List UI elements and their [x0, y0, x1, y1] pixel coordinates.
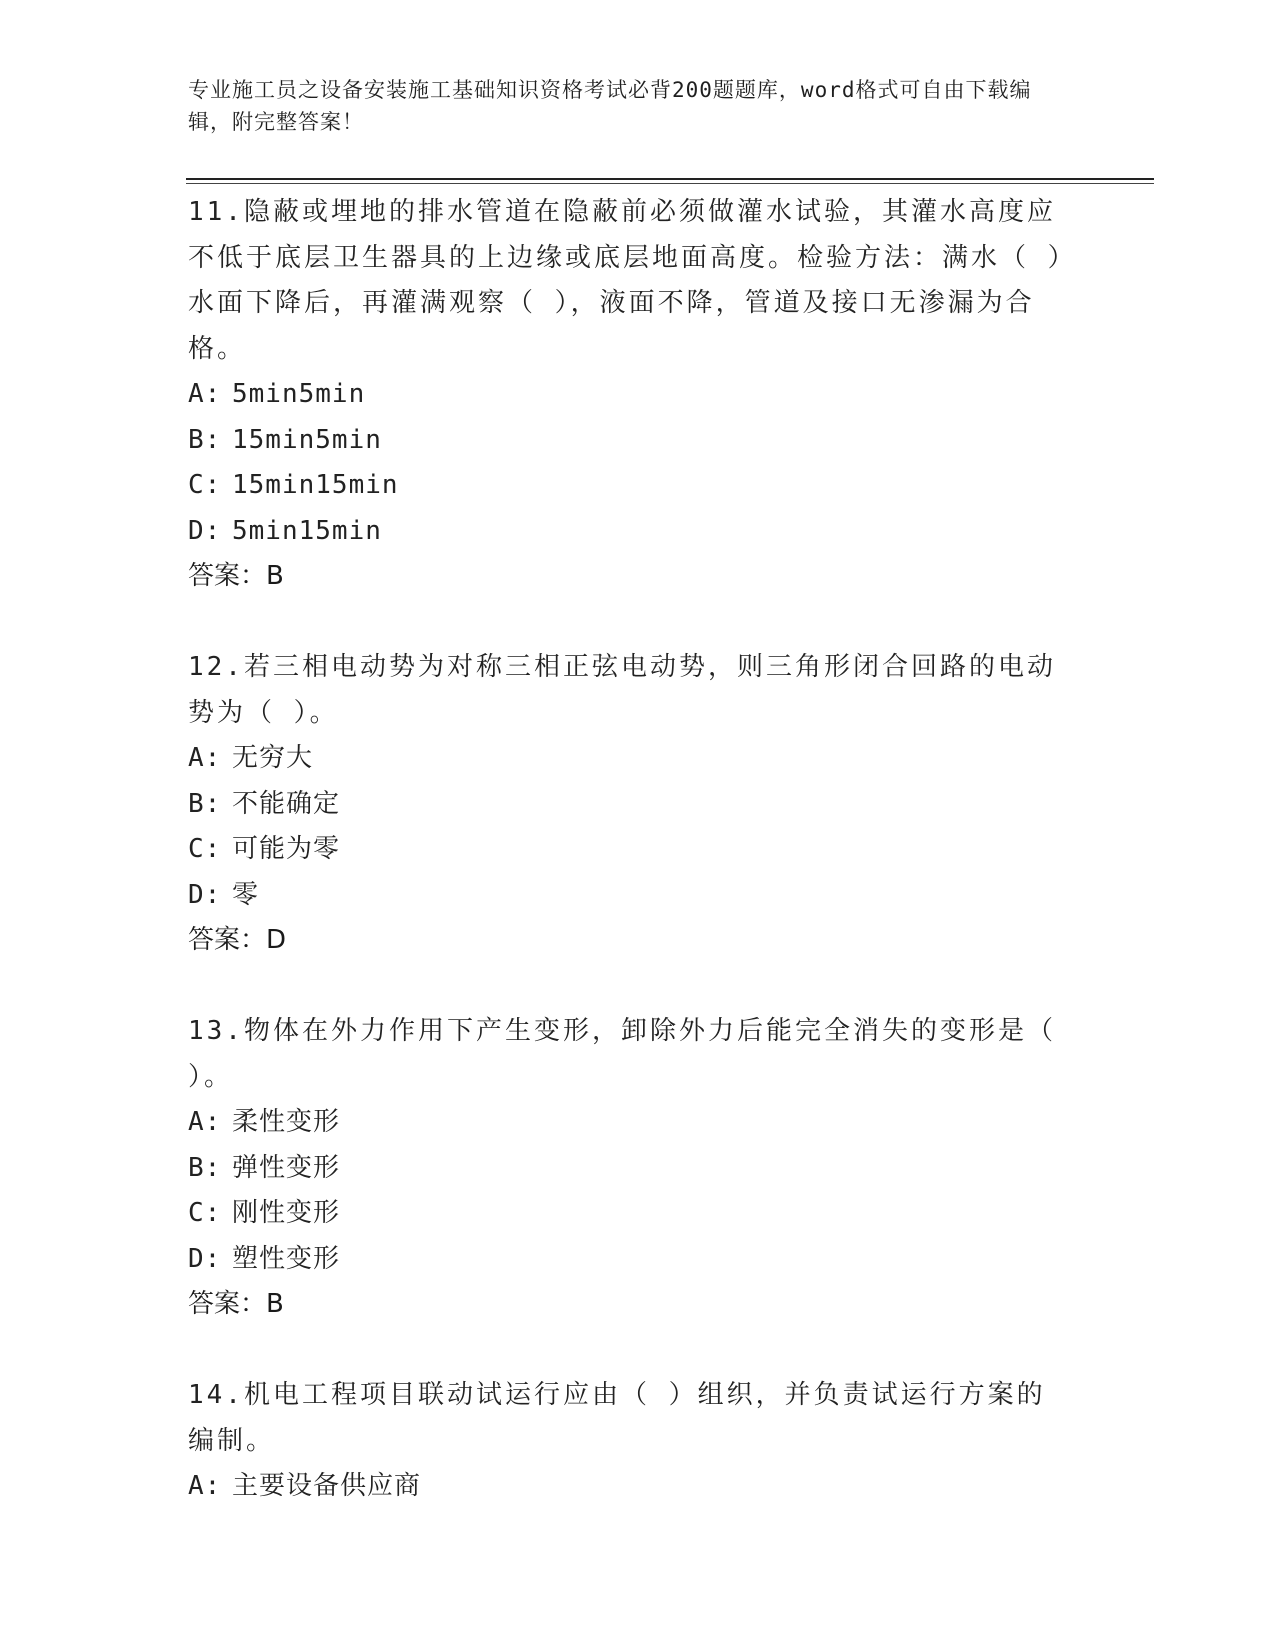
option-text: 零	[232, 879, 260, 910]
answer-line: 答案：B	[188, 1289, 284, 1319]
option-a	[188, 736, 1088, 782]
option-text: 主要设备供应商	[232, 1471, 422, 1501]
option-letter: A:	[188, 1107, 222, 1137]
option-text: 刚性变形	[232, 1198, 341, 1228]
option-text: 可能为零	[232, 834, 341, 864]
option-letter: C:	[188, 470, 222, 500]
question-body: 隐蔽或埋地的排水管道在隐蔽前必须做灌水试验，其灌水高度应不低于底层卫生器具的上边缘或底层地面高度。检验方法：满水（ ）水面下降后，再灌满观察（ ），液面不降，管道及接口无渗漏为合格。	[188, 197, 1064, 364]
question-number: 11.	[188, 197, 244, 227]
option-letter: A:	[188, 1471, 222, 1501]
option-text: 弹性变形	[232, 1152, 341, 1183]
option-d	[188, 509, 1088, 555]
option-d	[188, 873, 1088, 919]
answer-line: 答案：D	[188, 925, 287, 955]
question-spacer	[188, 1328, 1088, 1374]
option-text: 15min15min	[232, 470, 399, 500]
question-text	[188, 1373, 1068, 1464]
option-text: 无穷大	[232, 743, 314, 773]
option-text: 不能确定	[232, 788, 341, 819]
option-letter: D:	[188, 1243, 222, 1274]
question-body: 机电工程项目联动试运行应由（ ）组织，并负责试运行方案的编制。	[188, 1380, 1046, 1456]
question-12	[188, 645, 1088, 1009]
question-13	[188, 1009, 1088, 1373]
option-letter: A:	[188, 743, 222, 773]
question-14	[188, 1373, 1088, 1510]
question-number: 12.	[188, 652, 244, 682]
question-body: 若三相电动势为对称三相正弦电动势，则三角形闭合回路的电动势为（ ）。	[188, 652, 1056, 728]
option-letter: D:	[188, 879, 222, 910]
option-text: 5min5min	[232, 379, 366, 409]
option-a	[188, 1100, 1088, 1146]
header-divider-thin	[186, 183, 1154, 184]
question-list	[188, 190, 1088, 1510]
question-text	[188, 645, 1068, 736]
question-number: 13.	[188, 1016, 244, 1046]
question-spacer	[188, 600, 1088, 646]
option-c	[188, 827, 1088, 873]
option-letter: B:	[188, 424, 222, 455]
option-b	[188, 782, 1088, 828]
option-letter: B:	[188, 788, 222, 819]
option-b	[188, 1146, 1088, 1192]
option-text: 塑性变形	[232, 1243, 341, 1274]
document-header: 专业施工员之设备安装施工基础知识资格考试必背200题题库，word格式可自由下载编辑，附完整答案！	[188, 78, 1032, 134]
option-a	[188, 1464, 1088, 1510]
question-text	[188, 1009, 1068, 1100]
option-c	[188, 463, 1088, 509]
option-d	[188, 1237, 1088, 1283]
option-letter: B:	[188, 1152, 222, 1183]
question-text	[188, 190, 1068, 372]
option-letter: D:	[188, 515, 222, 546]
header-divider-thick	[186, 178, 1154, 180]
option-c	[188, 1191, 1088, 1237]
option-b	[188, 418, 1088, 464]
option-text: 15min5min	[232, 424, 382, 455]
option-letter: A:	[188, 379, 222, 409]
question-spacer	[188, 964, 1088, 1010]
option-letter: C:	[188, 1198, 222, 1228]
option-text: 5min15min	[232, 515, 382, 546]
option-text: 柔性变形	[232, 1107, 341, 1137]
question-number: 14.	[188, 1380, 244, 1410]
option-letter: C:	[188, 834, 222, 864]
question-body: 物体在外力作用下产生变形，卸除外力后能完全消失的变形是（ ）。	[188, 1016, 1056, 1092]
option-a	[188, 372, 1088, 418]
question-11	[188, 190, 1088, 645]
answer-line: 答案：B	[188, 561, 284, 591]
